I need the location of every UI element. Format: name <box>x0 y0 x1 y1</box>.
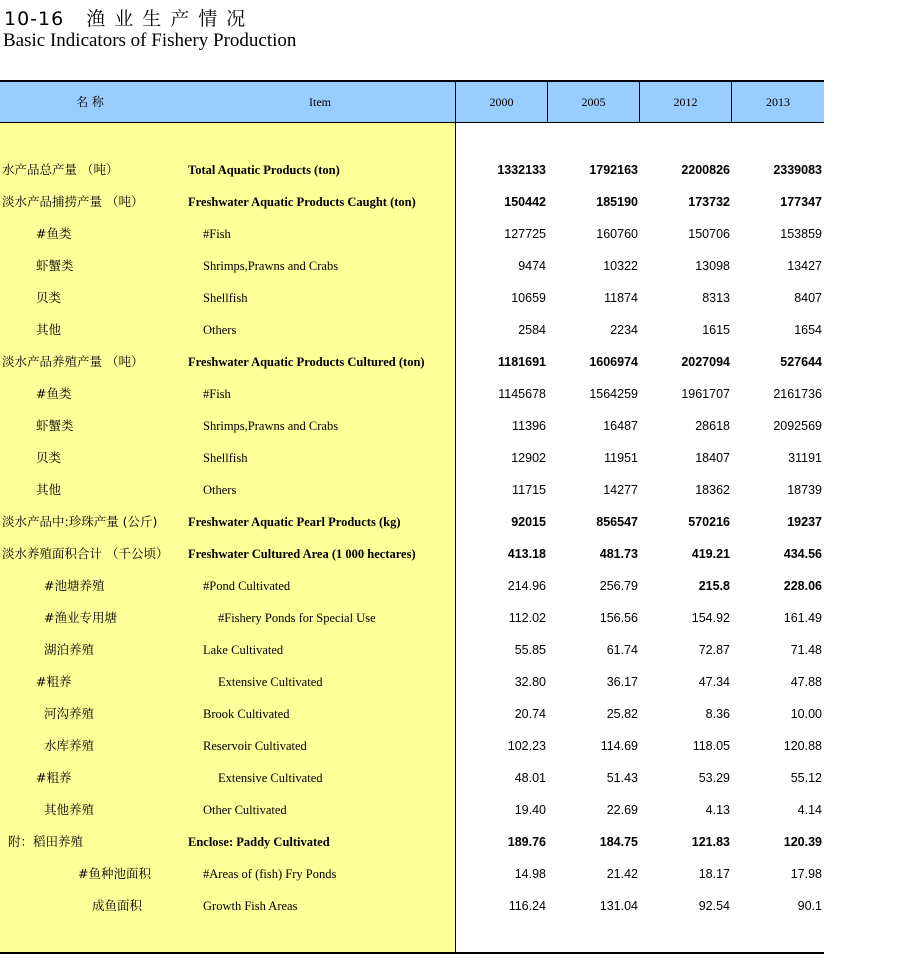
row-label-en: Other Cultivated <box>203 803 287 817</box>
row-label-en: Brook Cultivated <box>203 707 290 721</box>
table-row <box>0 378 824 410</box>
value-cell-2000: 32.80 <box>514 675 546 689</box>
value-cell-2000: 102.23 <box>507 739 546 753</box>
value-cell-2012: 154.92 <box>691 611 730 625</box>
value-cell-2012: 150706 <box>688 227 730 241</box>
row-label-en: #Fish <box>203 387 231 401</box>
value-cell-2013: 2161736 <box>773 387 822 401</box>
row-label-cn: 贝类 <box>36 290 62 305</box>
value-cell-2013: 31191 <box>788 451 822 465</box>
table-row <box>0 314 824 346</box>
value-cell-2005: 11951 <box>604 451 638 465</box>
value-cell-2005: 2234 <box>610 323 638 337</box>
value-cell-2013: 527644 <box>780 355 822 369</box>
row-label-cn: #粗养 <box>36 674 72 689</box>
value-cell-2005: 1792163 <box>589 163 638 177</box>
value-cell-2005: 51.43 <box>606 771 638 785</box>
row-label-en: Freshwater Aquatic Products Caught (ton) <box>188 195 416 209</box>
header-item: Item <box>309 95 331 109</box>
value-cell-2000: 116.24 <box>508 899 546 913</box>
header-year-2012: 2012 <box>673 95 698 109</box>
value-cell-2000: 19.40 <box>514 803 546 817</box>
value-cell-2013: 120.39 <box>783 835 822 849</box>
table-row <box>0 154 824 186</box>
row-label-en: Growth Fish Areas <box>203 899 298 913</box>
row-label-cn: 淡水养殖面积合计 （千公顷） <box>2 546 169 561</box>
value-cell-2012: 121.83 <box>691 835 730 849</box>
row-label-cn: 湖泊养殖 <box>44 642 95 657</box>
row-label-cn: #鱼类 <box>36 226 72 241</box>
value-cell-2013: 161.49 <box>783 611 822 625</box>
value-cell-2013: 71.48 <box>790 643 822 657</box>
value-cell-2012: 215.8 <box>698 579 730 593</box>
table-bottom-rule <box>0 952 824 954</box>
value-cell-2000: 189.76 <box>507 835 546 849</box>
row-label-cn: 附：稻田养殖 <box>8 834 84 849</box>
table-row <box>0 250 824 282</box>
row-label-en: Shrimps,Prawns and Crabs <box>203 259 339 273</box>
row-label-en: Shellfish <box>203 291 248 305</box>
value-cell-2012: 8.36 <box>705 707 730 721</box>
row-label-en: Total Aquatic Products (ton) <box>188 163 340 177</box>
row-label-cn: 虾蟹类 <box>36 418 74 433</box>
value-cell-2013: 1654 <box>794 323 822 337</box>
table-number: 10-16 <box>4 8 65 30</box>
table-row <box>0 442 824 474</box>
value-cell-2013: 153859 <box>780 227 822 241</box>
value-cell-2000: 14.98 <box>514 867 546 881</box>
value-cell-2013: 47.88 <box>790 675 822 689</box>
row-label-cn: 水库养殖 <box>44 738 95 753</box>
value-cell-2012: 47.34 <box>698 675 730 689</box>
value-cell-2012: 173732 <box>688 195 730 209</box>
value-cell-2013: 55.12 <box>790 771 822 785</box>
value-cell-2013: 90.1 <box>797 899 822 913</box>
row-label-en: Shellfish <box>203 451 248 465</box>
value-cell-2005: 856547 <box>596 515 638 529</box>
table-row <box>0 506 824 538</box>
value-cell-2013: 228.06 <box>783 579 822 593</box>
row-label-cn: 水产品总产量 （吨） <box>2 162 119 177</box>
value-cell-2012: 28618 <box>695 419 730 433</box>
row-label-en: Reservoir Cultivated <box>203 739 307 753</box>
row-label-cn: #渔业专用塘 <box>44 610 117 625</box>
value-cell-2013: 19237 <box>787 515 822 529</box>
value-cell-2000: 127725 <box>504 227 546 241</box>
value-cell-2012: 2200826 <box>681 163 730 177</box>
value-cell-2000: 2584 <box>518 323 546 337</box>
value-cell-2013: 18739 <box>787 483 822 497</box>
value-cell-2012: 72.87 <box>698 643 730 657</box>
value-cell-2013: 17.98 <box>790 867 822 881</box>
row-label-cn: #粗养 <box>36 770 72 785</box>
value-cell-2012: 1961707 <box>681 387 730 401</box>
value-cell-2012: 1615 <box>702 323 730 337</box>
value-cell-2005: 10322 <box>603 259 638 273</box>
row-label-en: Others <box>203 483 237 497</box>
table-row <box>0 474 824 506</box>
row-label-en: #Fish <box>203 227 231 241</box>
value-cell-2012: 4.13 <box>705 803 730 817</box>
header-name-cn: 名 称 <box>76 95 104 109</box>
value-cell-2000: 1181691 <box>498 355 546 369</box>
value-cell-2005: 156.56 <box>599 611 638 625</box>
table-row <box>0 218 824 250</box>
table-row <box>0 698 824 730</box>
table-row <box>0 186 824 218</box>
value-cell-2005: 11874 <box>604 291 638 305</box>
row-label-en: Freshwater Aquatic Products Cultured (ton) <box>188 355 425 369</box>
value-cell-2000: 214.96 <box>507 579 546 593</box>
row-label-cn: 河沟养殖 <box>44 706 95 721</box>
value-cell-2005: 256.79 <box>599 579 638 593</box>
header-year-2005: 2005 <box>581 95 606 109</box>
value-cell-2000: 92015 <box>511 515 546 529</box>
row-label-en: Shrimps,Prawns and Crabs <box>203 419 339 433</box>
header-year-2013: 2013 <box>766 95 790 109</box>
value-cell-2005: 14277 <box>603 483 638 497</box>
row-label-cn: 淡水产品养殖产量 （吨） <box>2 354 144 369</box>
table-row <box>0 826 824 858</box>
row-label-en: Extensive Cultivated <box>218 771 323 785</box>
value-cell-2012: 419.21 <box>691 547 730 561</box>
value-cell-2013: 120.88 <box>783 739 822 753</box>
table-row <box>0 794 824 826</box>
table-row <box>0 410 824 442</box>
row-label-cn: 其他 <box>36 482 62 497</box>
value-cell-2000: 11715 <box>512 483 546 497</box>
value-cell-2000: 20.74 <box>514 707 546 721</box>
value-cell-2013: 10.00 <box>790 707 822 721</box>
row-label-en: Others <box>203 323 237 337</box>
value-cell-2000: 112.02 <box>508 611 546 625</box>
value-cell-2000: 9474 <box>518 259 546 273</box>
value-cell-2005: 185190 <box>596 195 638 209</box>
row-label-cn: 贝类 <box>36 450 62 465</box>
value-cell-2012: 118.05 <box>692 739 730 753</box>
row-label-en: Extensive Cultivated <box>218 675 323 689</box>
table-row <box>0 346 824 378</box>
table-row <box>0 858 824 890</box>
value-cell-2005: 25.82 <box>606 707 638 721</box>
value-cell-2000: 55.85 <box>514 643 546 657</box>
value-cell-2000: 413.18 <box>507 547 546 561</box>
value-cell-2012: 8313 <box>702 291 730 305</box>
value-cell-2013: 8407 <box>794 291 822 305</box>
value-cell-2005: 21.42 <box>606 867 638 881</box>
value-cell-2012: 18407 <box>695 451 730 465</box>
value-cell-2012: 18362 <box>695 483 730 497</box>
value-cell-2012: 53.29 <box>698 771 730 785</box>
value-cell-2013: 4.14 <box>797 803 822 817</box>
table-row <box>0 282 824 314</box>
row-label-cn: #池塘养殖 <box>44 578 105 593</box>
value-cell-2005: 1564259 <box>589 387 638 401</box>
value-cell-2000: 11396 <box>512 419 546 433</box>
value-cell-2000: 150442 <box>504 195 546 209</box>
value-cell-2005: 160760 <box>596 227 638 241</box>
value-cell-2005: 36.17 <box>606 675 638 689</box>
value-cell-2005: 61.74 <box>606 643 638 657</box>
value-cell-2000: 12902 <box>511 451 546 465</box>
row-label-cn: #鱼种池面积 <box>78 866 151 881</box>
value-cell-2012: 570216 <box>688 515 730 529</box>
value-cell-2000: 10659 <box>511 291 546 305</box>
row-label-en: #Fishery Ponds for Special Use <box>218 611 376 625</box>
row-label-cn: 其他 <box>36 322 62 337</box>
value-cell-2005: 22.69 <box>606 803 638 817</box>
table-row <box>0 762 824 794</box>
title-chinese-text: 渔业生产情况 <box>86 8 255 30</box>
table-row <box>0 666 824 698</box>
value-cell-2005: 131.04 <box>599 899 638 913</box>
value-cell-2005: 184.75 <box>599 835 638 849</box>
row-label-cn: 其他养殖 <box>44 802 95 817</box>
value-cell-2005: 481.73 <box>599 547 638 561</box>
value-cell-2013: 434.56 <box>783 547 822 561</box>
table-row <box>0 634 824 666</box>
header-year-2000: 2000 <box>489 95 514 109</box>
table-row <box>0 570 824 602</box>
row-label-cn: 虾蟹类 <box>36 258 74 273</box>
page-title-english: Basic Indicators of Fishery Production <box>3 30 297 51</box>
row-label-en: Lake Cultivated <box>203 643 284 657</box>
value-cell-2012: 13098 <box>695 259 730 273</box>
row-label-cn: 淡水产品捕捞产量 （吨） <box>2 194 144 209</box>
row-label-en: Freshwater Aquatic Pearl Products (kg) <box>188 515 401 529</box>
value-cell-2000: 1145678 <box>498 387 546 401</box>
value-cell-2013: 13427 <box>787 259 822 273</box>
value-cell-2005: 1606974 <box>589 355 638 369</box>
row-label-cn: 淡水产品中:珍珠产量 (公斤) <box>2 514 158 529</box>
value-cell-2012: 92.54 <box>698 899 730 913</box>
table-header <box>0 82 824 123</box>
value-cell-2000: 48.01 <box>514 771 546 785</box>
value-cell-2013: 2092569 <box>773 419 822 433</box>
value-cell-2013: 2339083 <box>773 163 822 177</box>
table-row <box>0 730 824 762</box>
row-label-cn: #鱼类 <box>36 386 72 401</box>
value-cell-2000: 1332133 <box>497 163 546 177</box>
row-label-en: Freshwater Cultured Area (1 000 hectares) <box>188 547 416 561</box>
table-row <box>0 602 824 634</box>
value-cell-2013: 177347 <box>780 195 822 209</box>
row-label-cn: 成鱼面积 <box>92 898 143 913</box>
value-cell-2012: 2027094 <box>681 355 730 369</box>
value-cell-2005: 114.69 <box>600 739 638 753</box>
value-cell-2012: 18.17 <box>698 867 730 881</box>
value-cell-2005: 16487 <box>603 419 638 433</box>
row-label-en: Enclose: Paddy Cultivated <box>188 835 330 849</box>
row-label-en: #Areas of (fish) Fry Ponds <box>203 867 337 881</box>
table-row <box>0 538 824 570</box>
row-label-en: #Pond Cultivated <box>203 579 291 593</box>
table-row <box>0 890 824 922</box>
page-title-chinese <box>4 4 254 31</box>
